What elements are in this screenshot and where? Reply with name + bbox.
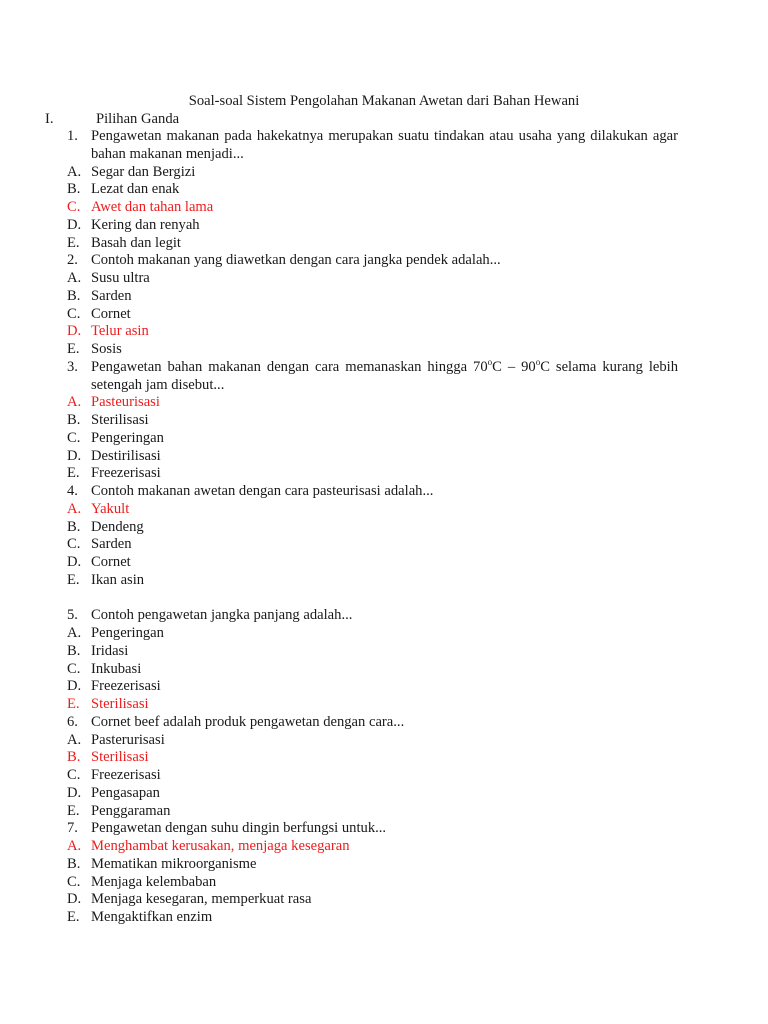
answer-option — [67, 341, 678, 359]
option-text: Sarden — [91, 287, 132, 304]
option-text: Sosis — [91, 341, 122, 357]
answer-option — [67, 891, 678, 909]
option-text: Menghambat kerusakan, menjaga kesegaran — [91, 838, 350, 854]
answer-option — [67, 306, 678, 324]
answer-option-correct — [67, 749, 678, 767]
option-letter: B. — [67, 749, 81, 766]
answer-option — [67, 661, 678, 679]
question-text: Contoh makanan awetan dengan cara pasteurisasi adalah... — [91, 483, 434, 499]
option-letter: A. — [67, 270, 82, 286]
option-letter: C. — [67, 767, 81, 783]
option-letter: D. — [67, 554, 82, 570]
question — [67, 252, 678, 270]
option-text: Segar dan Bergizi — [91, 163, 196, 180]
option-text: Iridasi — [91, 642, 129, 659]
option-text: Freezerisasi — [91, 767, 161, 783]
option-letter: C. — [67, 429, 81, 446]
option-text: Yakult — [91, 500, 130, 517]
option-letter: D. — [67, 678, 82, 695]
option-text: Pengasapan — [91, 784, 160, 801]
option-text: Penggaraman — [91, 802, 171, 819]
question-number: 4. — [67, 483, 78, 499]
option-letter: C. — [67, 873, 81, 890]
option-text: Sterilisasi — [91, 749, 149, 766]
question-list — [67, 128, 678, 927]
option-text: Pengeringan — [91, 625, 164, 641]
option-text: Basah dan legit — [91, 234, 181, 251]
answer-option — [67, 572, 678, 590]
section-numeral: I. — [45, 111, 54, 127]
question — [67, 356, 679, 395]
answer-option-correct — [67, 199, 678, 217]
question — [67, 483, 678, 501]
question-text: Pengawetan dengan suhu dingin berfungsi untuk... — [91, 820, 387, 837]
blank-line — [67, 590, 678, 608]
option-text: Sterilisasi — [91, 696, 149, 712]
answer-option — [67, 767, 678, 785]
option-letter: E. — [67, 465, 80, 482]
answer-option — [67, 235, 678, 253]
section-title: Pilihan Ganda — [96, 111, 180, 127]
answer-option-correct — [67, 323, 678, 341]
option-letter: B. — [67, 642, 81, 659]
option-text: Lezat dan enak — [91, 181, 180, 198]
answer-option — [67, 785, 678, 803]
answer-option-correct — [67, 394, 678, 412]
option-letter: B. — [67, 518, 81, 535]
answer-option — [67, 519, 678, 537]
option-text: Kering dan renyah — [91, 216, 200, 233]
document-title: Soal-soal Sistem Pengolahan Makanan Awetan dari Bahan Hewani — [188, 93, 580, 109]
answer-option — [67, 625, 678, 643]
option-text: Sterilisasi — [91, 412, 149, 428]
option-letter: D. — [67, 447, 82, 464]
question-text: Cornet beef adalah produk pengawetan dengan cara... — [91, 713, 405, 730]
answer-option — [67, 164, 678, 182]
answer-option — [67, 643, 678, 661]
option-letter: E. — [67, 802, 80, 819]
option-letter: C. — [67, 660, 81, 677]
answer-option — [67, 270, 678, 288]
option-letter: C. — [67, 305, 81, 322]
option-text: Inkubasi — [91, 660, 142, 677]
section-heading — [45, 110, 179, 128]
option-text: Ikan asin — [91, 571, 145, 588]
option-text: Dendeng — [91, 518, 144, 535]
option-letter: A. — [67, 625, 82, 641]
answer-option-correct — [67, 501, 678, 519]
option-letter: D. — [67, 323, 82, 340]
question-number: 2. — [67, 252, 78, 269]
option-text: Menjaga kesegaran, memperkuat rasa — [91, 891, 312, 908]
option-text: Freezerisasi — [91, 465, 161, 482]
question — [67, 128, 678, 164]
option-text: Pasteurisasi — [91, 394, 160, 411]
answer-option — [67, 536, 678, 554]
answer-option — [67, 554, 678, 572]
option-letter: A. — [67, 163, 82, 180]
answer-option — [67, 288, 678, 306]
option-letter: C. — [67, 199, 81, 215]
option-text: Susu ultra — [91, 270, 150, 286]
answer-option — [67, 181, 678, 199]
option-letter: B. — [67, 287, 81, 304]
option-letter: A. — [67, 500, 82, 517]
option-letter: D. — [67, 891, 82, 908]
degree-symbol: o — [535, 356, 541, 367]
question-text: Pengawetan makanan pada hakekatnya merupakan suatu tindakan atau usaha yang dilakukan agar bahan makanan menjadi... — [91, 128, 678, 162]
option-text: Mematikan mikroorganisme — [91, 855, 257, 872]
option-text: Mengaktifkan enzim — [91, 909, 213, 925]
option-letter: E. — [67, 234, 80, 251]
question-text: Pengawetan bahan makanan dengan cara memanaskan hingga 70$^o$C – 90$^o$C selama kurang lebih setengah jam disebut... — [91, 356, 679, 393]
option-text: Freezerisasi — [91, 678, 161, 695]
option-letter: E. — [67, 909, 80, 925]
answer-option — [67, 678, 678, 696]
option-text: Menjaga kelembaban — [91, 873, 217, 890]
answer-option — [67, 856, 678, 874]
question-number: 6. — [67, 713, 78, 730]
option-text: Pasterurisasi — [91, 731, 165, 748]
option-text: Cornet — [91, 305, 131, 322]
answer-option — [67, 465, 678, 483]
option-letter: D. — [67, 216, 82, 233]
question — [67, 714, 678, 732]
question-number: 1. — [67, 128, 78, 144]
option-text: Destirilisasi — [91, 447, 161, 464]
option-letter: E. — [67, 571, 80, 588]
option-text: Pengeringan — [91, 429, 164, 446]
question — [67, 820, 678, 838]
answer-option-correct — [67, 838, 678, 856]
option-letter: B. — [67, 181, 81, 198]
option-letter: A. — [67, 394, 82, 411]
question-number: 7. — [67, 820, 78, 837]
answer-option — [67, 448, 678, 466]
option-text: Awet dan tahan lama — [91, 199, 214, 215]
option-letter: E. — [67, 696, 80, 712]
question — [67, 607, 678, 625]
degree-symbol: o — [487, 356, 493, 367]
option-letter: B. — [67, 855, 81, 872]
question-number: 3. — [67, 358, 78, 375]
question-text: Contoh pengawetan jangka panjang adalah... — [91, 607, 353, 624]
option-letter: A. — [67, 731, 82, 748]
option-letter: D. — [67, 784, 82, 801]
option-letter: E. — [67, 341, 80, 357]
option-text: Cornet — [91, 554, 131, 570]
option-text: Telur asin — [91, 323, 149, 340]
question-number: 5. — [67, 607, 78, 624]
answer-option — [67, 732, 678, 750]
option-letter: A. — [67, 838, 82, 854]
question-text: Contoh makanan yang diawetkan dengan cara jangka pendek adalah... — [91, 252, 501, 269]
answer-option-correct — [67, 696, 678, 714]
option-text: Sarden — [91, 536, 132, 553]
answer-option — [67, 874, 678, 892]
answer-option — [67, 909, 678, 927]
answer-option — [67, 430, 678, 448]
answer-option — [67, 217, 678, 235]
option-letter: B. — [67, 412, 81, 428]
answer-option — [67, 803, 678, 821]
option-letter: C. — [67, 536, 81, 553]
answer-option — [67, 412, 678, 430]
